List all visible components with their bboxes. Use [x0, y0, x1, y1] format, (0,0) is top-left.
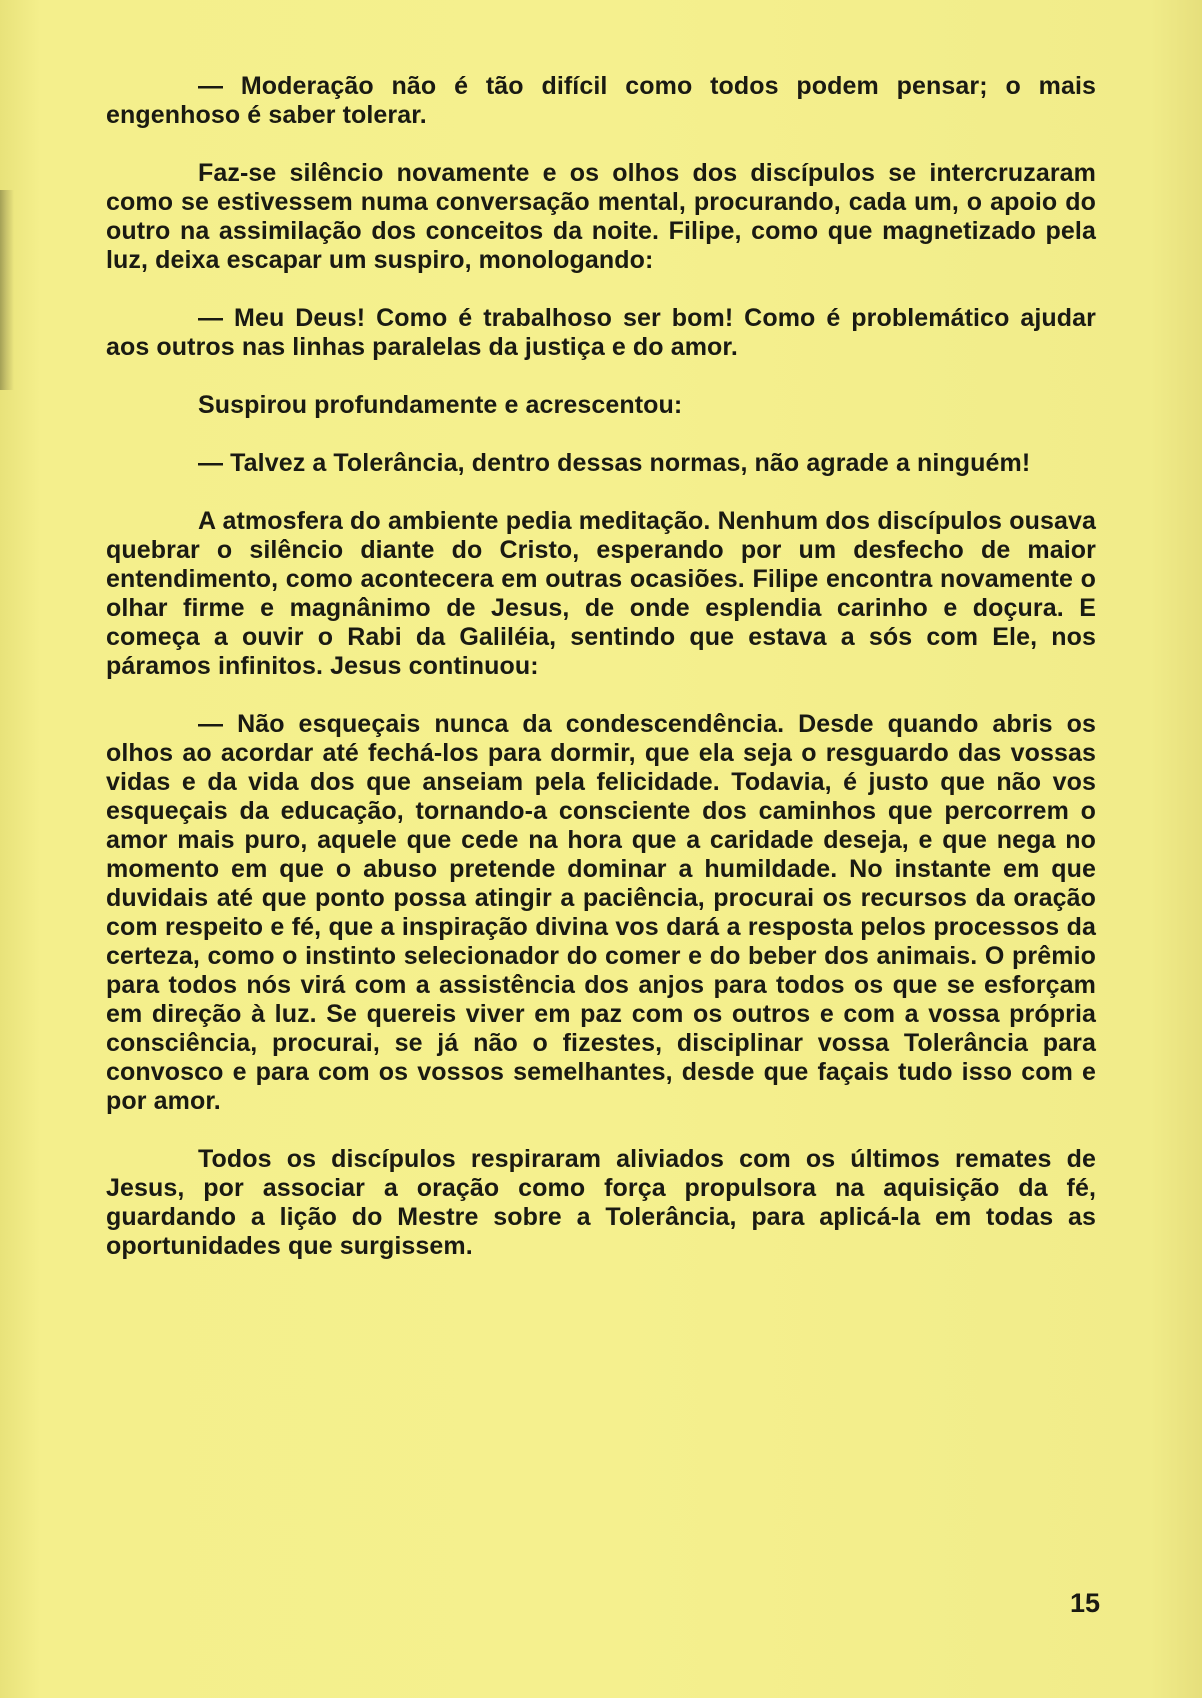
paragraph: Suspirou profundamente e acrescentou:	[198, 391, 683, 419]
body-text	[106, 72, 1096, 1261]
paragraph: — Moderação não é tão difícil como todos podem pensar; o mais engenhoso é saber tolerar.	[106, 72, 1096, 129]
paragraph: A atmosfera do ambiente pedia meditação. Nenhum dos discípulos ousava quebrar o silêncio diante do Cristo, esperando por um desfecho de maior entendimento, como acontecera em outras ocasiões. Filipe encontra novamente o olhar firme e magnânimo de Jesus, de onde esplendia carinho e doçura. E começa a ouvir o Rabi da Galiléia, sentindo que estava a sós com Ele, nos páramos infinitos. Jesus continuou:	[106, 507, 1096, 680]
paragraph: — Talvez a Tolerância, dentro dessas normas, não agrade a ninguém!	[198, 449, 1031, 477]
paragraph: — Meu Deus! Como é trabalhoso ser bom! Como é problemático ajudar aos outros nas linhas paralelas da justiça e do amor.	[106, 304, 1096, 361]
paragraph: Todos os discípulos respiraram aliviados com os últimos remates de Jesus, por associar a oração como força propulsora na aquisição da fé, guardando a lição do Mestre sobre a Tolerância, para aplicá-la em todas as oportunidades que surgissem.	[106, 1145, 1096, 1260]
page-number: 15	[1070, 1588, 1101, 1618]
page-edge-wear	[0, 190, 14, 390]
paragraph: — Não esqueçais nunca da condescendência. Desde quando abris os olhos ao acordar até fechá-los para dormir, que ela seja o resguardo das vossas vidas e da vida dos que anseiam pela felicidade. Todavia, é justo que não vos esqueçais da educação, tornando-a consciente dos caminhos que percorrem o amor mais puro, aquele que cede na hora que a caridade deseja, e que nega no momento em que o abuso pretende dominar a humildade. No instante em que duvidais até que ponto possa atingir a paciência, procurai os recursos da oração com respeito e fé, que a inspiração divina vos dará a resposta pelos processos da certeza, como o instinto selecionador do comer e do beber dos animais. O prêmio para todos nós virá com a assistência dos anjos para todos os que se esforçam em direção à luz. Se quereis viver em paz com os outros e com a vossa própria consciência, procurai, se já não o fizestes, disciplinar vossa Tolerância para convosco e para com os vossos semelhantes, desde que façais tudo isso com e por amor.	[106, 710, 1096, 1115]
paragraph: Faz-se silêncio novamente e os olhos dos discípulos se intercruzaram como se estivessem numa conversação mental, procurando, cada um, o apoio do outro na assimilação dos conceitos da noite. Filipe, como que magnetizado pela luz, deixa escapar um suspiro, monologando:	[106, 159, 1096, 274]
